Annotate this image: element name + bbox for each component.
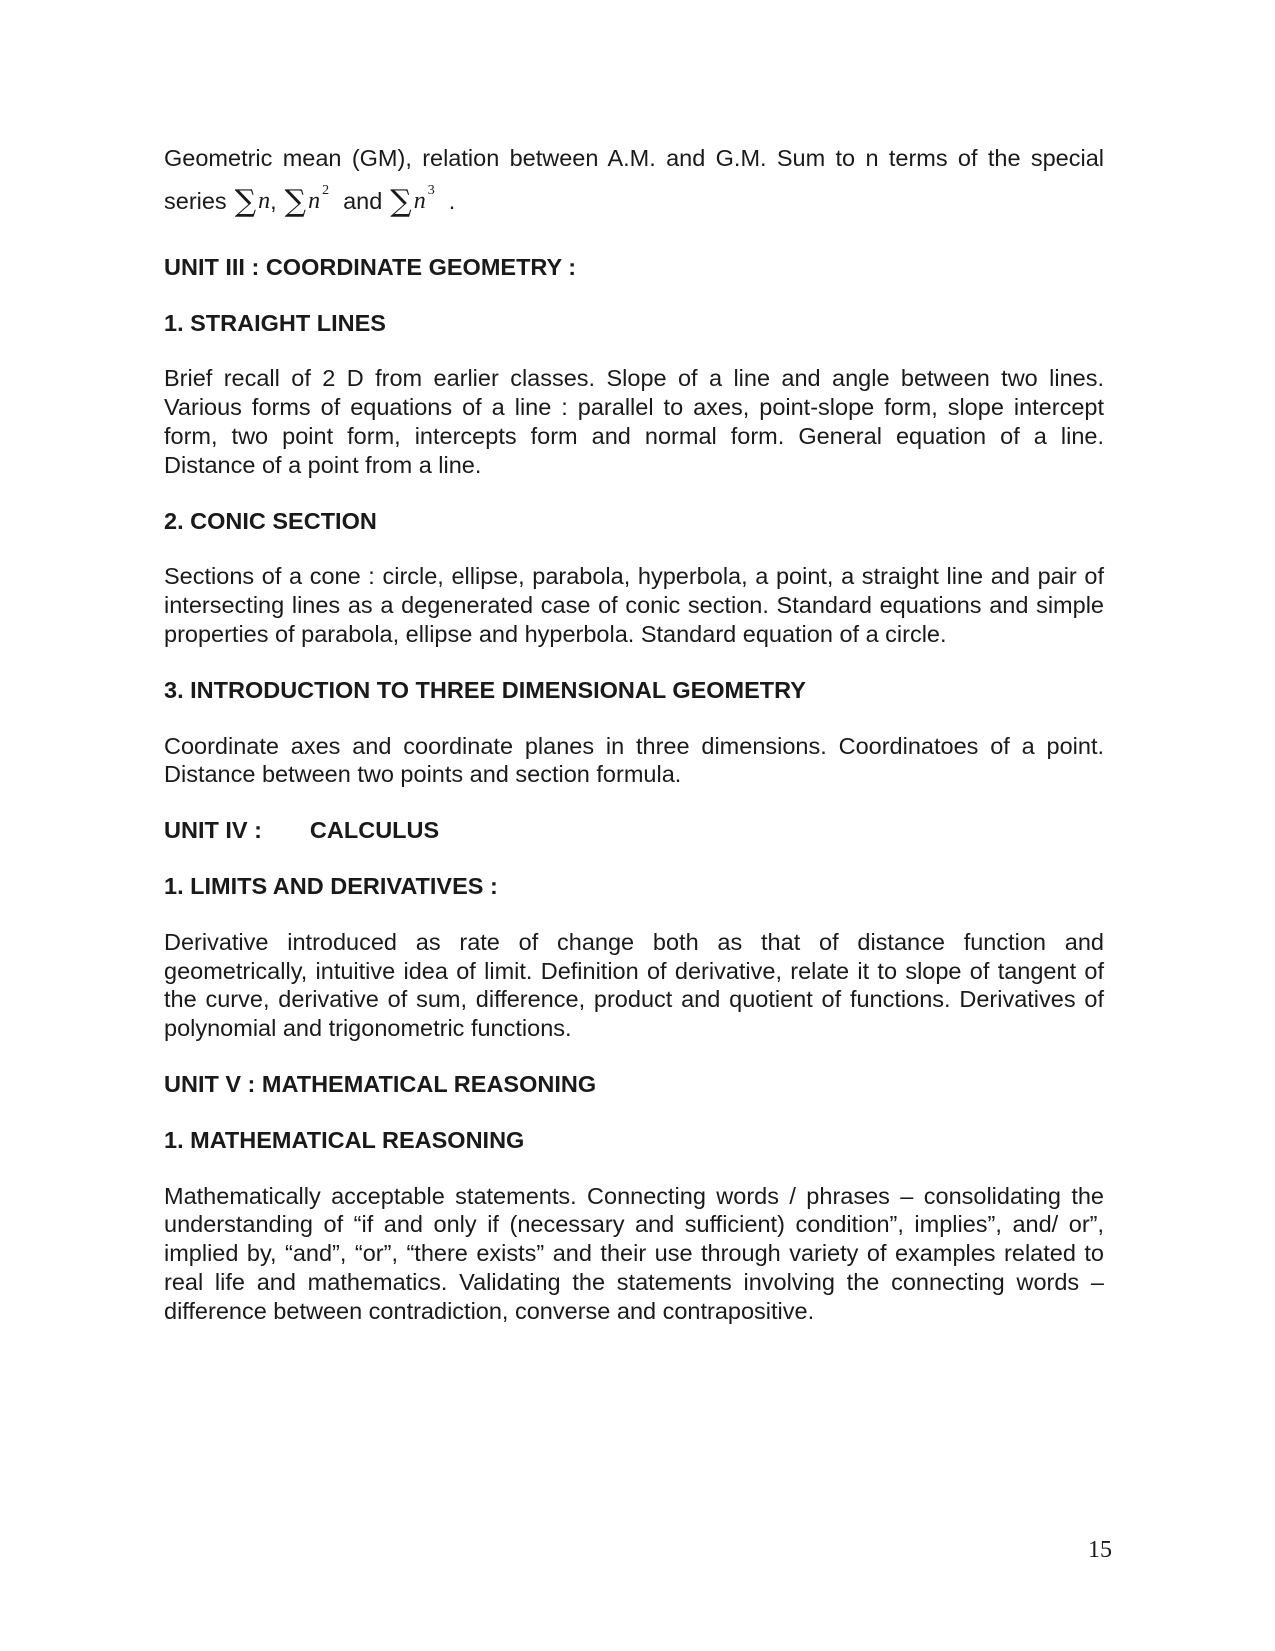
comma-separator: , [270, 187, 277, 214]
end-dot: . [448, 187, 456, 214]
exponent-2: 2 [322, 182, 330, 198]
sigma-symbol-3: ∑ [390, 183, 412, 219]
unit5-title: UNIT V : MATHEMATICAL REASONING [164, 1070, 597, 1097]
var-n-3: n [413, 187, 426, 214]
exponent-3: 3 [427, 182, 435, 198]
intro-paragraph: Geometric mean (GM), relation between A.M. and G.M. Sum to n terms of the special [164, 145, 1104, 171]
var-n-1: n [258, 187, 271, 214]
series-formula-line [164, 182, 1104, 219]
unit3-section3-body: Coordinate axes and coordinate planes in three dimensions. Coordinatoes of a point. Distance between two points and section formula. [164, 732, 1104, 788]
unit3-section1-body: Brief recall of 2 D from earlier classes. Slope of a line and angle between two lines. Various forms of equations of a line : parallel to axes, point-slope form, slope intercept form, two point form, intercepts form and normal form. General equation of a line. Distance of a point from a line. [164, 365, 1104, 478]
unit4-section1-body: Derivative introduced as rate of change both as that of distance function and geometrically, intuitive idea of limit. Definition of derivative, relate it to slope of tangent of the curve, derivative of sum, difference, product and quotient of functions. Derivatives of polynomial and trigonometric functions. [164, 928, 1104, 1042]
var-n-2: n [308, 187, 321, 214]
unit5-section1-heading: 1. MATHEMATICAL REASONING [164, 1126, 525, 1153]
unit4-title-label: UNIT IV : [164, 817, 262, 844]
page-number: 15 [1088, 1537, 1112, 1563]
unit3-title: UNIT III : COORDINATE GEOMETRY : [164, 253, 577, 280]
sigma-symbol-1: ∑ [234, 183, 257, 219]
sigma-symbol-2: ∑ [284, 183, 307, 219]
series-word: series [164, 187, 227, 214]
unit4-title [164, 816, 1104, 845]
unit4-section1-heading: 1. LIMITS AND DERIVATIVES : [164, 872, 498, 899]
unit3-section1-heading: 1. STRAIGHT LINES [164, 309, 386, 336]
unit4-title-subject: CALCULUS [309, 817, 440, 844]
unit3-section2-body: Sections of a cone : circle, ellipse, parabola, hyperbola, a point, a straight line and pair of intersecting lines as a degenerated case of conic section. Standard equations and simple properties of parabola, ellipse and hyperbola. Standard equation of a circle. [164, 563, 1104, 647]
unit5-section1-body: Mathematically acceptable statements. Connecting words / phrases – consolidating the understanding of “if and only if (necessary and sufficient) condition”, implies”, and/ or”, implied by, “and”, “or”, “there exists” and their use through variety of examples related to real life and mathematics. Validating the statements involving the connecting words – difference between contradiction, converse and contrapositive. [164, 1182, 1104, 1324]
unit3-section3-heading: 3. INTRODUCTION TO THREE DIMENSIONAL GEOMETRY [164, 676, 806, 703]
unit3-section2-heading: 2. CONIC SECTION [164, 507, 377, 534]
and-word: and [343, 187, 383, 214]
document-page [164, 144, 1104, 1326]
